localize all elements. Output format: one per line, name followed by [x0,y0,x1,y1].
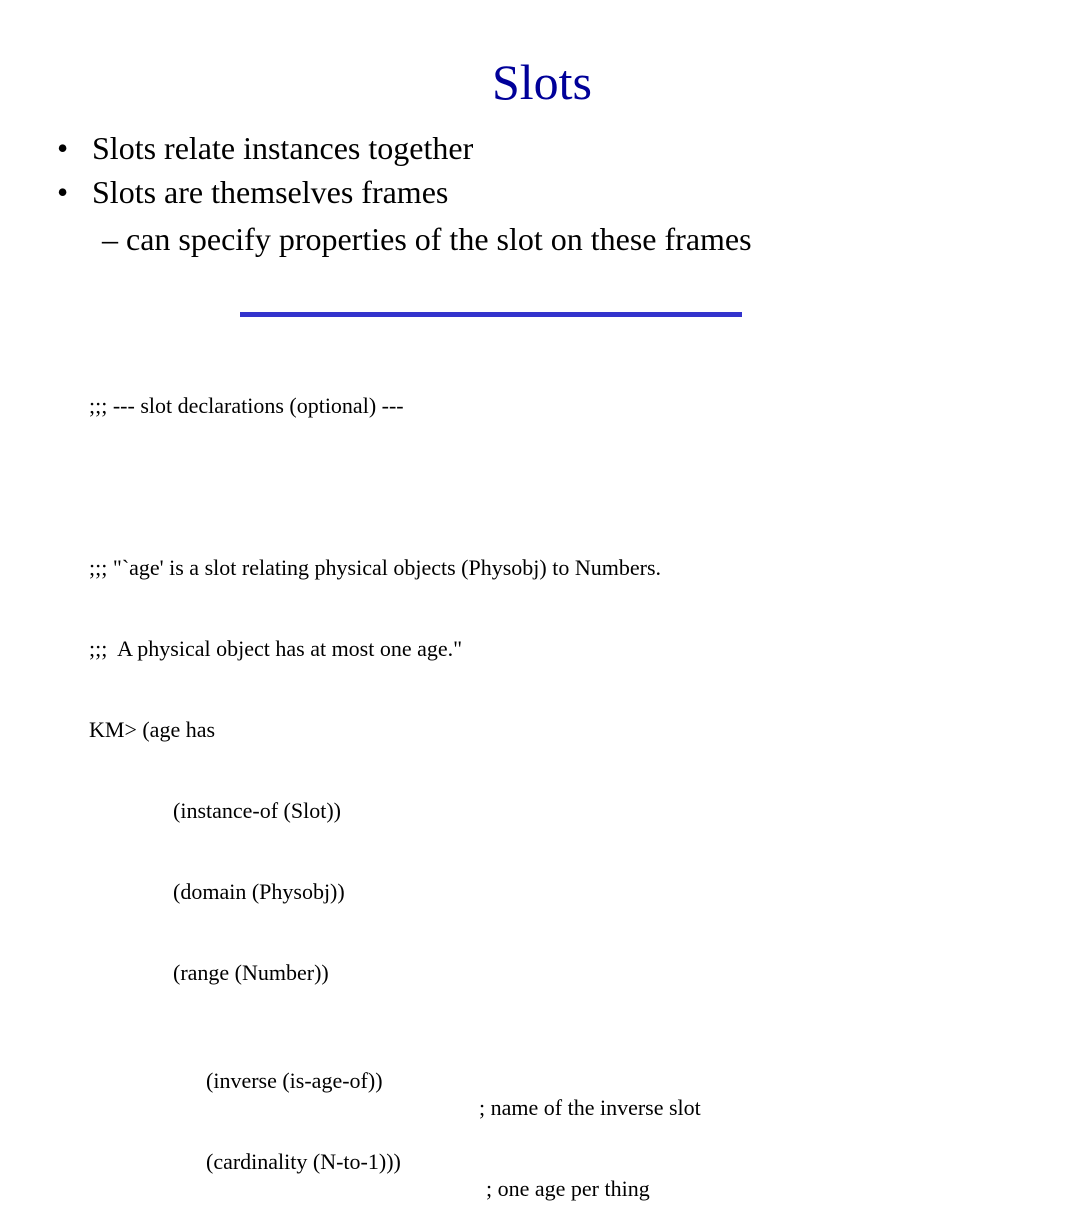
bullet-text: Slots relate instances together [92,130,474,166]
code-line: ;;; "`age' is a slot relating physical objects (Physobj) to Numbers. [89,555,662,580]
code-line [89,1121,661,1201]
code-line [89,1040,701,1120]
code-comment: ; name of the inverse slot [479,1095,701,1120]
code-line: (domain (Physobj)) [173,879,345,904]
bullet-marker: • [57,130,69,166]
code-text: (cardinality (N-to-1))) [206,1149,401,1174]
bullet-marker: • [57,174,69,210]
code-text: (inverse (is-age-of)) [206,1068,383,1093]
bullet-text: Slots are themselves frames [92,174,449,210]
code-line: (range (Number)) [173,960,329,985]
divider-line [240,312,742,317]
code-comment: ; one age per thing [486,1176,650,1201]
code-line: KM> (age has [89,717,216,742]
code-block [89,338,701,1202]
bullet-list [57,126,752,264]
sub-bullet-item: – can specify properties of the slot on these frames [102,221,752,257]
slide-title: Slots [491,54,593,110]
bullet-item [57,126,752,170]
code-line: ;;; A physical object has at most one age." [89,636,463,661]
bullet-item [57,170,752,214]
code-line: (instance-of (Slot)) [173,798,341,823]
code-line: ;;; --- slot declarations (optional) --- [89,393,404,418]
code-blank-line [89,473,661,500]
